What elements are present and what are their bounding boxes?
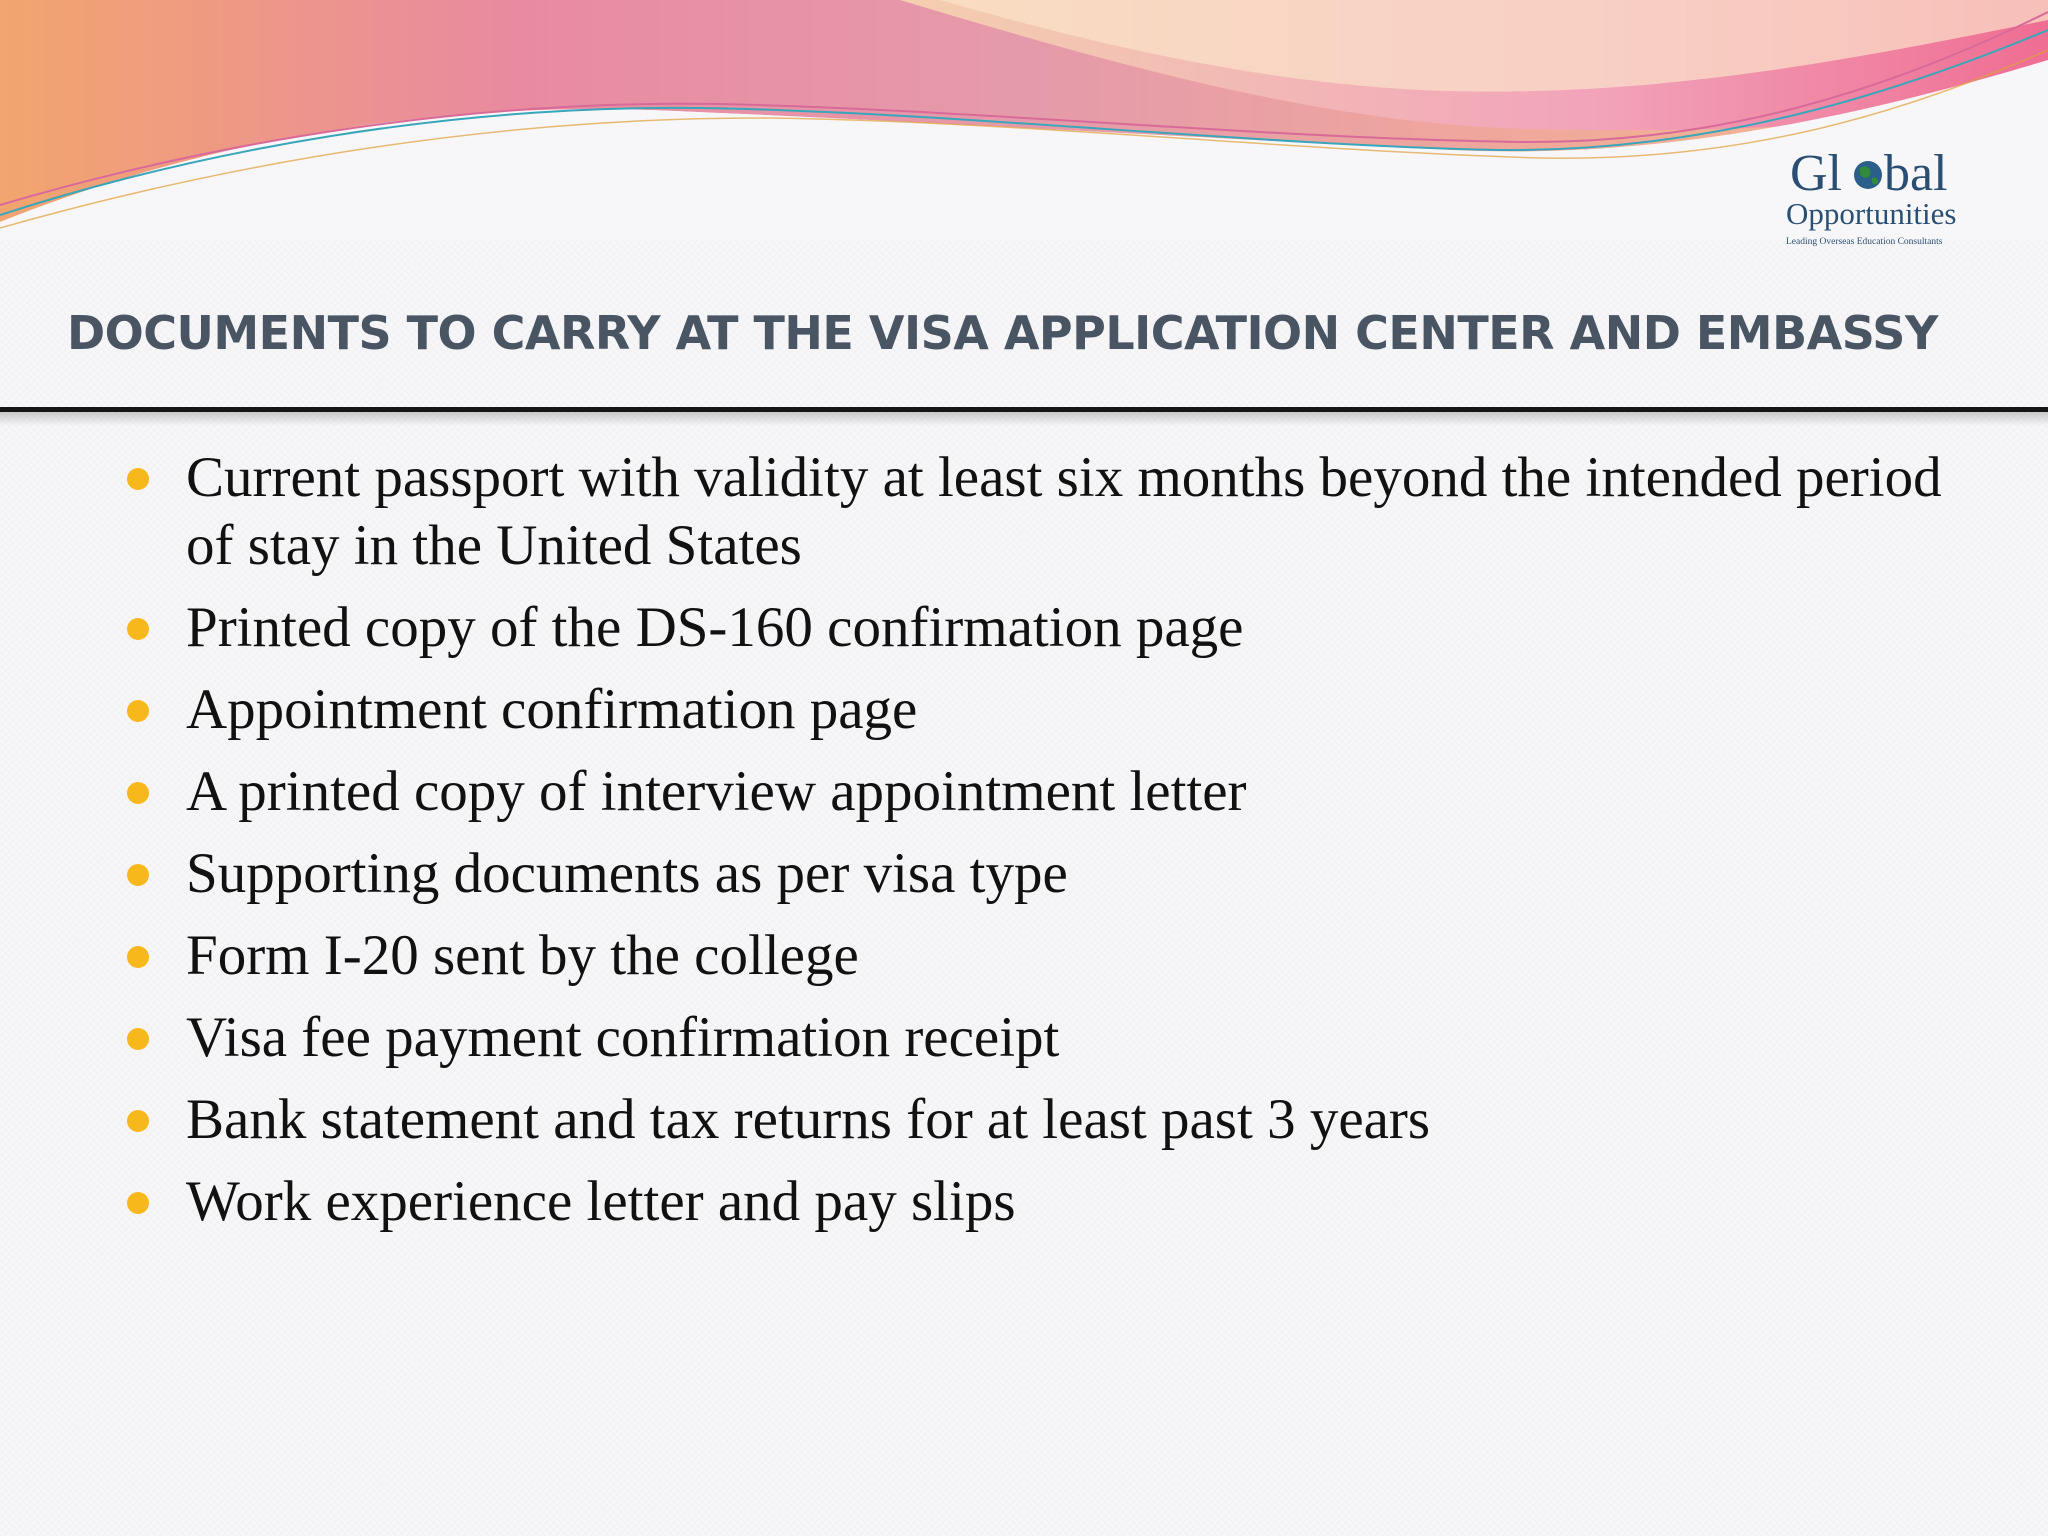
global-opportunities-logo [1780, 148, 1980, 258]
bullet-item: Bank statement and tax returns for at least past 3 years [186, 1088, 1431, 1151]
bullet-dot-icon [127, 700, 149, 722]
bullet-item: Supporting documents as per visa type [186, 842, 1068, 905]
bullet-item: Current passport with validity at least six months beyond the intended period of stay in the United States [186, 446, 1942, 577]
bullet-dot-icon [127, 1028, 149, 1050]
bullet-item: Visa fee payment confirmation receipt [186, 1006, 1060, 1069]
slide-title: DOCUMENTS TO CARRY AT THE VISA APPLICATION CENTER AND EMBASSY [67, 306, 1938, 360]
bullet-dot-icon [127, 618, 149, 640]
bullet-dot-icon [127, 468, 149, 490]
logo-subtitle: Opportunities [1786, 196, 1957, 231]
logo-name-part2: bal [1884, 148, 1948, 202]
bullet-dot-icon [127, 1110, 149, 1132]
logo-name-part1: Gl [1790, 148, 1842, 202]
logo-tagline: Leading Overseas Education Consultants [1786, 237, 1943, 247]
bullet-dot-icon [127, 782, 149, 804]
bullet-item: A printed copy of interview appointment letter [186, 760, 1247, 823]
bullet-item: Appointment confirmation page [186, 678, 918, 741]
globe-icon [1854, 161, 1882, 189]
bullet-dot-icon [127, 946, 149, 968]
bullet-item: Printed copy of the DS-160 confirmation page [186, 596, 1244, 659]
bullet-item: Form I-20 sent by the college [186, 924, 859, 987]
bullet-item: Work experience letter and pay slips [186, 1170, 1016, 1233]
bullet-dot-icon [127, 864, 149, 886]
decorative-wave-banner [0, 0, 2048, 240]
title-divider-shadow [0, 412, 2048, 426]
bullet-dot-icon [127, 1192, 149, 1214]
